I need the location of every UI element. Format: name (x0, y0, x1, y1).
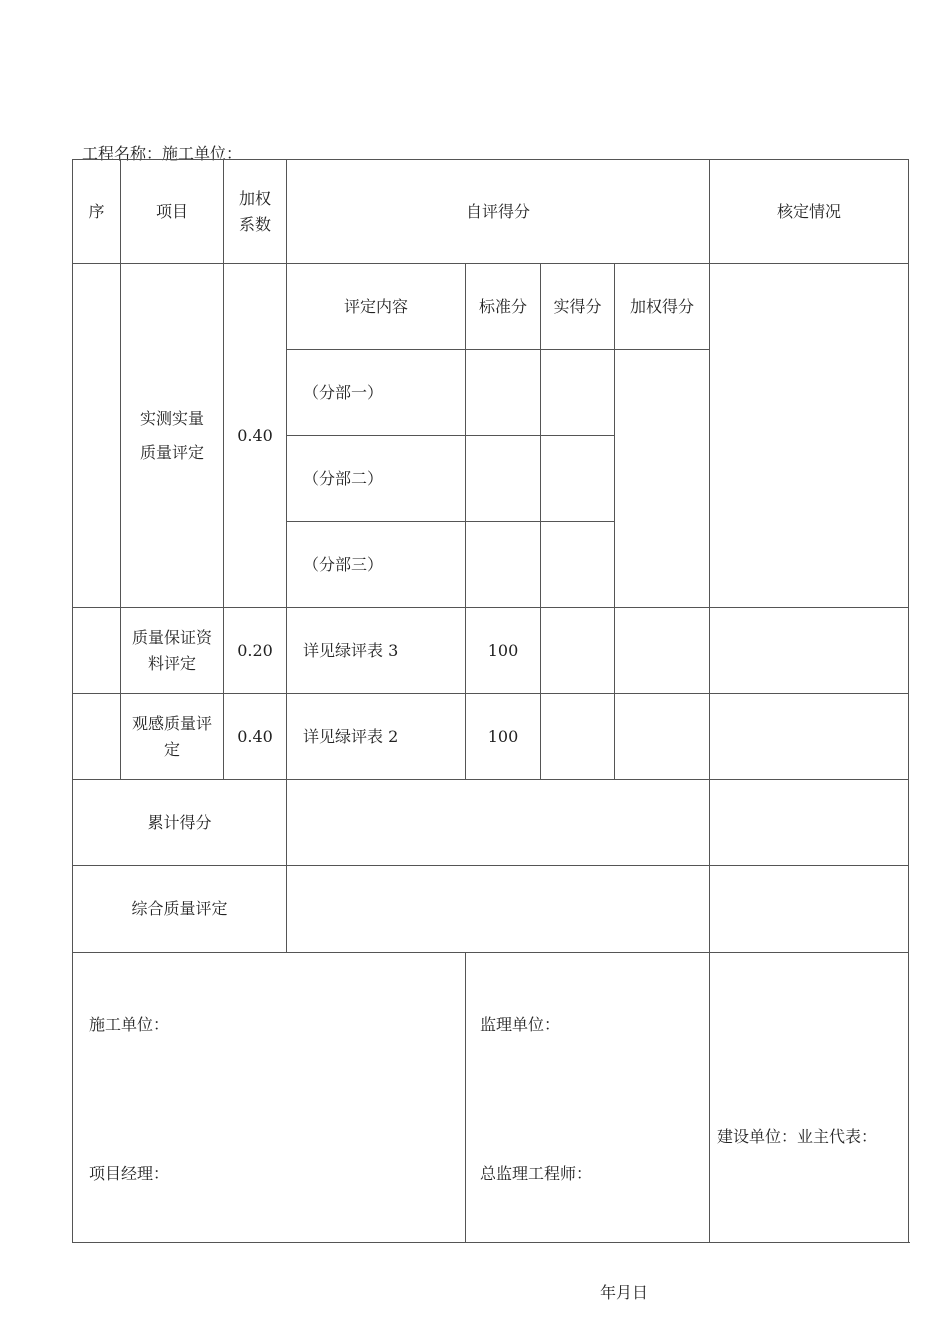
subheader-actual: 实得分 (541, 264, 615, 350)
owner-signature-cell[interactable] (710, 953, 909, 1243)
part-2-label: （分部二） (287, 436, 466, 522)
part-2-standard[interactable] (466, 436, 541, 522)
row3-weighted[interactable] (615, 694, 710, 780)
row2-verification[interactable] (710, 608, 909, 694)
row3-content: 详见绿评表 2 (287, 694, 466, 780)
project-name-label: 工程名称： (82, 144, 163, 163)
row1-weight: 0.40 (224, 264, 287, 608)
owner-sign-label: 建设单位：业主代表： (717, 1127, 878, 1146)
quality-assessment-table (72, 159, 909, 1243)
supervisor-sign-label: 监理单位： (480, 1015, 561, 1034)
total-score-verification[interactable] (710, 780, 909, 866)
owner-signature-box (710, 953, 908, 1242)
row3-item-line2: 定 (163, 739, 180, 759)
overall-quality-verification[interactable] (710, 866, 909, 953)
subheader-standard: 标准分 (466, 264, 541, 350)
total-score-value[interactable] (287, 780, 710, 866)
overall-quality-value[interactable] (287, 866, 710, 953)
part-1-actual[interactable] (541, 350, 615, 436)
contractor-signature-box (73, 953, 465, 1242)
part-1-label: （分部一） (287, 350, 466, 436)
col-header-no: 序 (73, 160, 121, 264)
contractor-header-label: 施工单位： (162, 144, 243, 163)
chief-supervisor-label: 总监理工程师： (480, 1164, 593, 1183)
col-header-weight-line1: 加权 (238, 188, 271, 208)
row1-item-line1: 实测实量 (139, 408, 204, 428)
project-manager-label: 项目经理： (89, 1164, 170, 1183)
row2-standard: 100 (466, 608, 541, 694)
row3-item-line1: 观感质量评 (131, 713, 212, 733)
row2-actual[interactable] (541, 608, 615, 694)
row2-weight: 0.20 (224, 608, 287, 694)
part-3-actual[interactable] (541, 522, 615, 608)
row1-no (73, 264, 121, 608)
total-score-label: 累计得分 (73, 780, 287, 866)
row2-weighted[interactable] (615, 608, 710, 694)
subheader-content: 评定内容 (287, 264, 466, 350)
part-3-standard[interactable] (466, 522, 541, 608)
col-header-self-score: 自评得分 (287, 160, 710, 264)
row2-item-line1: 质量保证资 (131, 627, 212, 647)
part-2-actual[interactable] (541, 436, 615, 522)
row2-item-line2: 料评定 (147, 653, 196, 673)
row3-standard: 100 (466, 694, 541, 780)
row1-verification[interactable] (710, 264, 909, 608)
col-header-weight (224, 160, 287, 264)
row2-no (73, 608, 121, 694)
row3-weight: 0.40 (224, 694, 287, 780)
subheader-weighted: 加权得分 (615, 264, 710, 350)
supervisor-signature-box (466, 953, 709, 1242)
row2-content: 详见绿评表 3 (287, 608, 466, 694)
row3-no (73, 694, 121, 780)
row2-item (121, 608, 224, 694)
row1-item (121, 264, 224, 608)
row3-verification[interactable] (710, 694, 909, 780)
row3-item (121, 694, 224, 780)
row1-weighted-score[interactable] (615, 350, 710, 608)
row1-item-line2: 质量评定 (139, 442, 204, 462)
col-header-verification: 核定情况 (710, 160, 909, 264)
contractor-signature-cell[interactable] (73, 953, 466, 1243)
overall-quality-label: 综合质量评定 (73, 866, 287, 953)
col-header-item: 项目 (121, 160, 224, 264)
date-label: 年月日 (600, 1283, 649, 1302)
part-1-standard[interactable] (466, 350, 541, 436)
supervisor-signature-cell[interactable] (466, 953, 710, 1243)
row3-actual[interactable] (541, 694, 615, 780)
col-header-weight-line2: 系数 (238, 214, 271, 234)
part-3-label: （分部三） (287, 522, 466, 608)
contractor-sign-label: 施工单位： (89, 1015, 170, 1034)
